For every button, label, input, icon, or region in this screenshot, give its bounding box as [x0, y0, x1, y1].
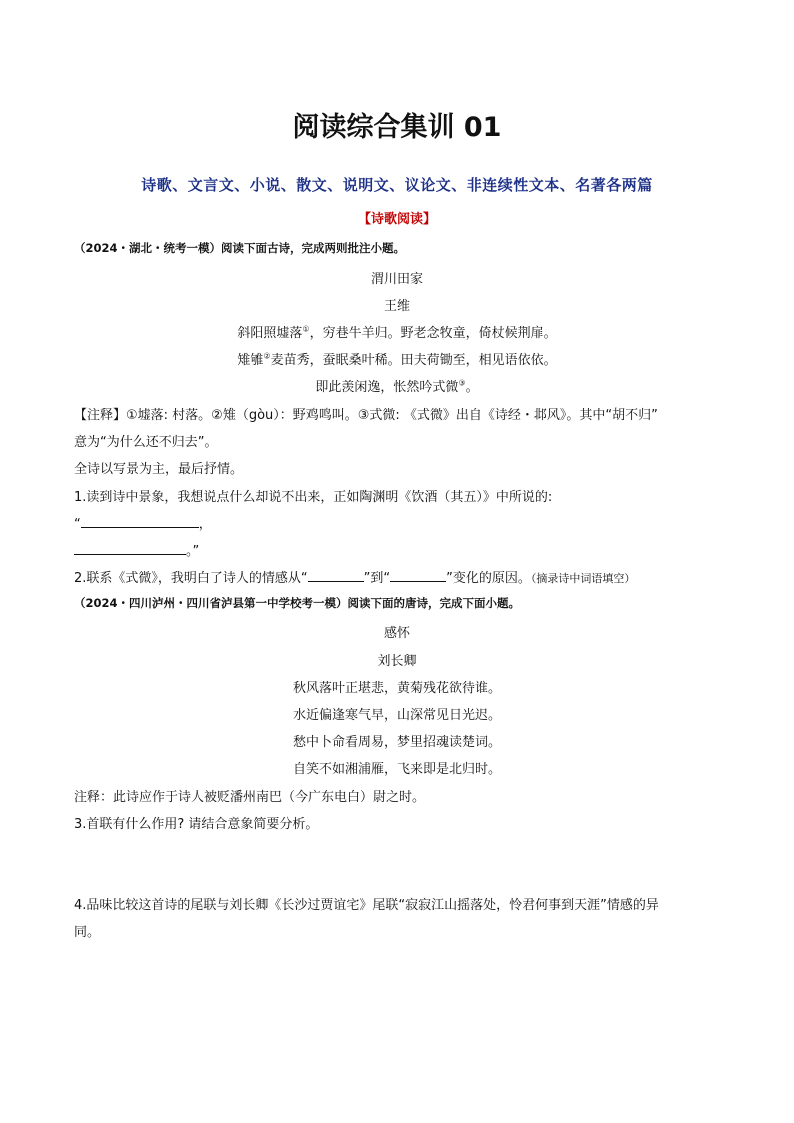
- subtitle: 诗歌、文言文、小说、散文、说明文、议论文、非连续性文本、名著各两篇: [141, 176, 653, 194]
- poem1-author: 王维: [383, 299, 410, 314]
- q1-source: （2024・湖北・统考一模）阅读下面古诗，完成两则批注小题。: [74, 241, 406, 255]
- question-3: 3.首联有什么作用? 请结合意象简要分析。: [74, 817, 319, 832]
- answer-blank[interactable]: [74, 542, 186, 555]
- poem1-intro: 全诗以写景为主，最后抒情。: [74, 462, 244, 477]
- q2-source: （2024・四川泸州・四川省泸县第一中学校考一模）阅读下面的唐诗，完成下面小题。: [74, 596, 521, 610]
- answer-blank[interactable]: [81, 515, 199, 528]
- question-4: 4.品味比较这首诗的尾联与刘长卿《长沙过贾谊宅》尾联“寂寂江山摇落处，怜君何事到天涯”情感的异: [74, 898, 659, 913]
- poem2-author: 刘长卿: [377, 654, 417, 669]
- poem1-note-cont: 意为“为什么还不归去”。: [74, 435, 218, 450]
- answer-line-1: “ ，: [74, 517, 212, 532]
- question-4-cont: 同。: [74, 925, 101, 940]
- question-1: 1.读到诗中景象，我想说点什么却说不出来，正如陶渊明《饮酒（其五）》中所说的:: [74, 490, 553, 505]
- poem1-line: 雉雊②麦苗秀，蚕眠桑叶稀。田夫荷锄至，相见语依依。: [237, 351, 557, 368]
- poem1-line: 斜阳照墟落①，穷巷牛羊归。野老念牧童，倚杖候荆扉。: [237, 324, 557, 341]
- page-title: 阅读综合集训 01: [292, 112, 502, 143]
- poem2-note: 注释：此诗应作于诗人被贬潘州南巴（今广东电白）尉之时。: [74, 790, 426, 805]
- poem2-line: 自笑不如湘浦雁，飞来即是北归时。: [292, 762, 501, 777]
- poem2-line: 水近偏逢寒气早，山深常见日光迟。: [292, 708, 501, 723]
- answer-blank[interactable]: [390, 569, 446, 582]
- poem2-line: 秋风落叶正堪悲，黄菊残花欲待谁。: [292, 681, 501, 696]
- poem1-line: 即此羡闲逸，怅然吟式微③。: [315, 378, 479, 395]
- answer-line-2: 。”: [74, 540, 199, 559]
- section-heading: 【诗歌阅读】: [357, 212, 436, 227]
- poem2-line: 愁中卜命看周易，梦里招魂读楚词。: [292, 735, 501, 750]
- poem1-title: 渭川田家: [370, 272, 423, 287]
- poem2-title: 感怀: [383, 626, 410, 641]
- question-2: 2.联系《式微》，我明白了诗人的情感从“ ”到“ ”变化的原因。（摘录诗中词语填空）: [74, 571, 636, 586]
- poem1-note: 【注释】①墟落: 村落。②雉（gòu）：野鸡鸣叫。③式微: 《式微》出自《诗经・邶风》。其中“胡不归”: [74, 408, 658, 423]
- answer-blank[interactable]: [308, 569, 364, 582]
